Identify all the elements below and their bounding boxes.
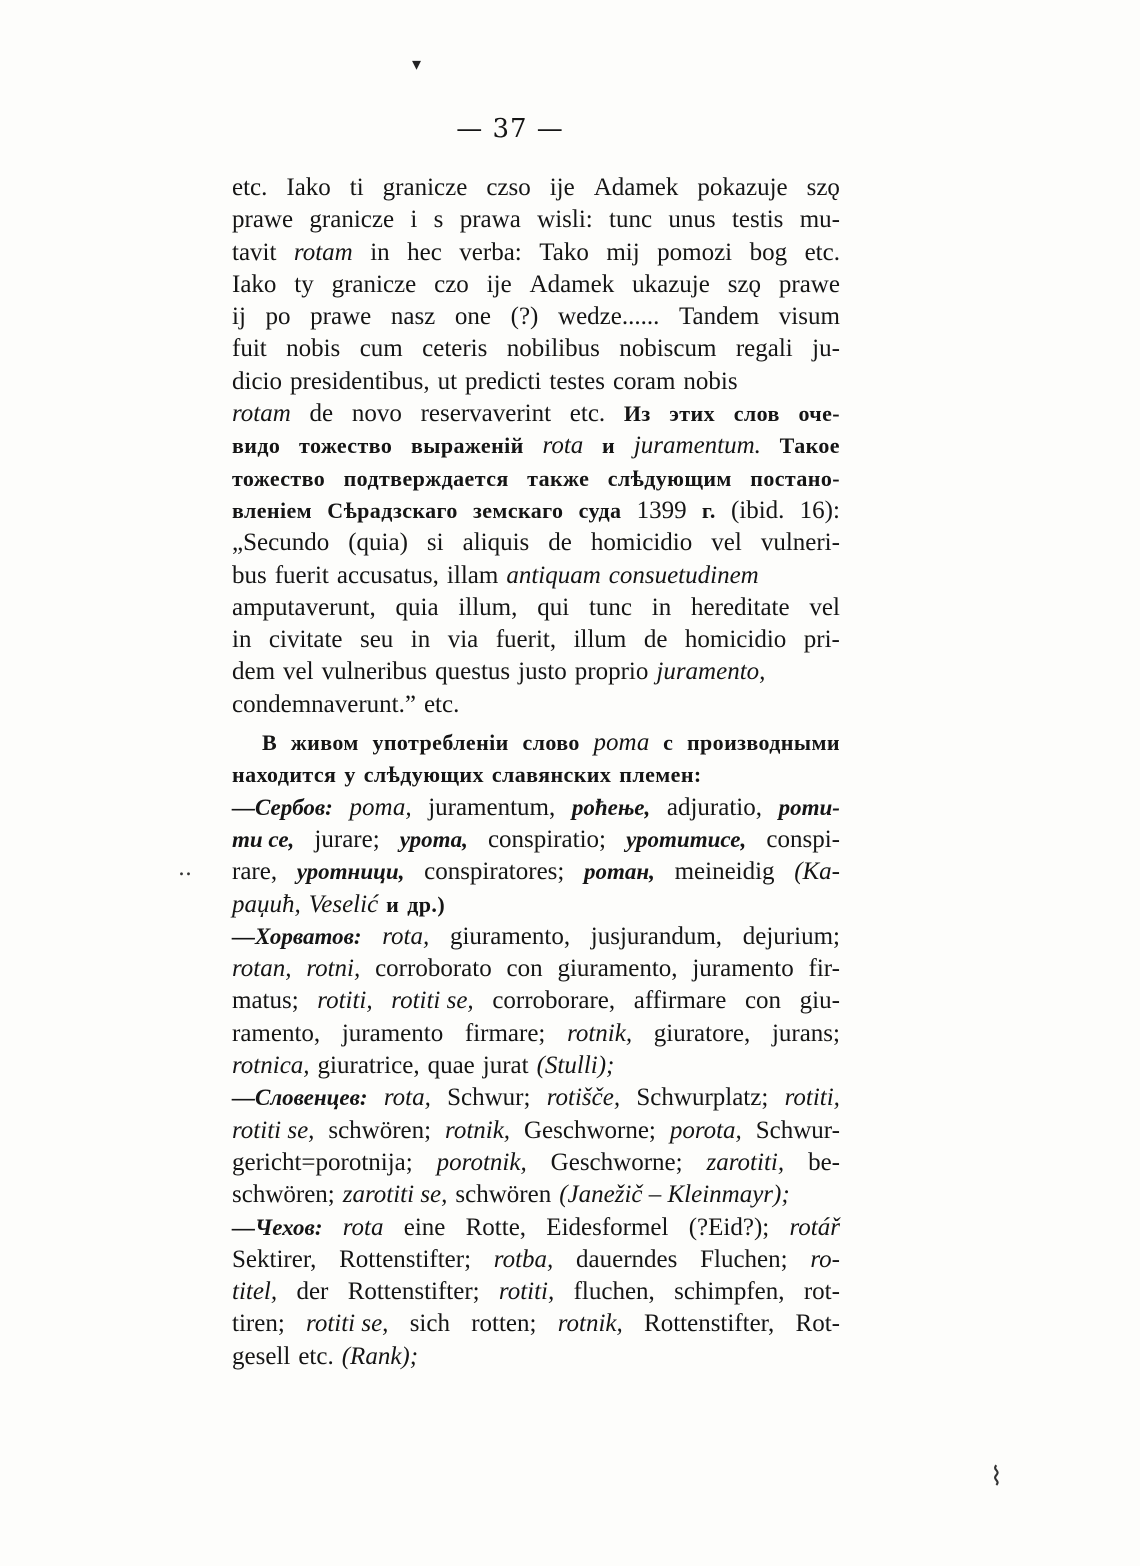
text-line xyxy=(232,727,840,759)
text-line xyxy=(232,624,840,656)
word: visum xyxy=(778,303,840,331)
word: земскаго xyxy=(473,497,564,523)
word: juramento xyxy=(341,1019,444,1047)
word: predicti xyxy=(465,367,542,395)
word: Eidesformel xyxy=(546,1213,669,1241)
word: regali xyxy=(735,335,793,363)
word: (ibid. xyxy=(730,496,785,524)
word: hec xyxy=(407,238,442,266)
word: giuratore, xyxy=(653,1019,751,1047)
word: wisli: xyxy=(537,206,593,234)
word: Rotte, xyxy=(465,1213,527,1241)
text-line xyxy=(232,792,840,824)
text-line xyxy=(232,592,840,624)
word: prawa xyxy=(459,206,521,234)
word: jurare; xyxy=(314,825,380,853)
word: adjuratio, xyxy=(666,793,762,821)
word: rotan, xyxy=(232,955,292,983)
word: (Janežič – Kleinmayr); xyxy=(559,1181,790,1209)
word: —Сербов: xyxy=(232,794,333,820)
word: —Словенцев: xyxy=(232,1085,368,1111)
word: juramentum, xyxy=(428,793,556,821)
word: rotba, xyxy=(493,1245,554,1273)
word: ротан, xyxy=(584,859,655,885)
word: illum, xyxy=(458,593,518,621)
word: reservaverint xyxy=(420,400,552,428)
word: nobiscum xyxy=(619,335,717,363)
text-line xyxy=(232,366,840,398)
word: czo xyxy=(434,270,469,298)
word: condemnaverunt.” xyxy=(232,690,416,718)
word: слово xyxy=(522,730,580,756)
word: vel xyxy=(809,593,840,621)
text-line xyxy=(232,921,840,953)
word: dejurium; xyxy=(742,922,840,950)
word: находится xyxy=(232,762,337,788)
word: ro- xyxy=(810,1245,840,1273)
word: po xyxy=(265,303,291,331)
word: rotišče, xyxy=(546,1084,621,1112)
word: bog xyxy=(749,238,788,266)
word: и xyxy=(386,891,400,917)
word: etc. xyxy=(298,1342,334,1370)
word: s xyxy=(433,206,444,234)
word: rotni, xyxy=(306,955,361,983)
word: (quia) xyxy=(348,529,408,557)
word: 16): xyxy=(799,496,840,524)
word: dauerndes xyxy=(576,1245,678,1273)
word: conspi- xyxy=(766,825,840,853)
text-line xyxy=(232,824,840,856)
word: слов xyxy=(733,401,780,427)
word: juramento, xyxy=(656,658,766,686)
word: schimpfen, xyxy=(674,1278,785,1306)
word: etc. xyxy=(423,690,460,718)
text-line xyxy=(232,301,840,333)
text-line xyxy=(232,333,840,365)
word: aliquis xyxy=(462,529,530,557)
word: presidentibus, xyxy=(290,367,430,395)
word: Tako xyxy=(539,238,589,266)
word: видо xyxy=(232,433,281,459)
word: Geschworne; xyxy=(523,1116,656,1144)
word: prawe xyxy=(232,206,294,234)
word: vel xyxy=(283,658,314,686)
text-line xyxy=(232,1179,840,1211)
word: Schwur; xyxy=(447,1084,531,1112)
word: rotam xyxy=(232,400,291,428)
word: —Хорватов: xyxy=(232,923,362,949)
word: in xyxy=(410,626,431,654)
word: др.) xyxy=(407,891,446,917)
word: etc. xyxy=(804,238,840,266)
text-line xyxy=(232,1244,840,1276)
word: questus xyxy=(435,658,511,686)
word: seu xyxy=(359,626,394,654)
word: rotiti, xyxy=(498,1278,555,1306)
word: Сѣрадзскаго xyxy=(327,497,458,523)
word: rotiti se, xyxy=(306,1310,389,1338)
word: Sektirer, xyxy=(232,1245,317,1273)
word: eine xyxy=(403,1213,446,1241)
word: gesell xyxy=(232,1342,291,1370)
word: czso xyxy=(486,174,531,201)
word: Из xyxy=(623,401,651,427)
word: pokazuje xyxy=(697,174,788,201)
word: unus xyxy=(668,206,716,234)
word: dicio xyxy=(232,367,282,395)
word: Rot- xyxy=(795,1310,840,1338)
word: fluchen, xyxy=(573,1278,655,1306)
word: rotnik, xyxy=(445,1116,511,1144)
word: tavit xyxy=(232,238,277,266)
word: племен: xyxy=(619,762,702,788)
text-line xyxy=(232,1115,840,1147)
word: pri- xyxy=(803,626,840,654)
word: consuetudinem xyxy=(608,561,759,589)
word: qui xyxy=(537,593,570,621)
word: Rottenstifter, xyxy=(644,1310,775,1338)
word: con xyxy=(744,987,782,1015)
word: testis xyxy=(731,206,784,234)
word: titel, xyxy=(232,1278,278,1306)
word: firmare; xyxy=(464,1019,546,1047)
text-line xyxy=(232,1147,840,1179)
word: pomozi xyxy=(657,238,733,266)
word: mij xyxy=(606,238,640,266)
word: coram xyxy=(612,367,676,395)
text-line xyxy=(232,1308,840,1340)
word: homicidio xyxy=(590,529,693,557)
text-line xyxy=(232,398,840,430)
word: wedze...... xyxy=(558,303,660,331)
word: Adamek xyxy=(593,174,679,201)
text-line xyxy=(232,856,840,888)
margin-mark-right: ⌇ xyxy=(990,1462,1003,1492)
word: rotnik, xyxy=(557,1310,623,1338)
text-line xyxy=(232,495,840,527)
word: (Stulli); xyxy=(536,1052,615,1080)
text-line xyxy=(232,889,840,921)
word: живом xyxy=(290,730,359,756)
word: granicze xyxy=(309,206,395,234)
word: Rottenstifter; xyxy=(339,1245,472,1273)
word: rotnik, xyxy=(567,1019,633,1047)
word: meineidig xyxy=(674,858,775,886)
word: ramento, xyxy=(232,1019,321,1047)
word: be- xyxy=(808,1148,840,1176)
word: nobilibus xyxy=(506,335,600,363)
word: in xyxy=(370,238,390,266)
word: ije xyxy=(486,270,512,298)
word: de xyxy=(309,400,334,428)
word: Rottenstifter; xyxy=(347,1278,480,1306)
text-line xyxy=(232,172,840,204)
word: рота xyxy=(593,729,650,757)
word: ty xyxy=(294,270,314,298)
word: урота, xyxy=(399,826,468,852)
word: слѣдующим xyxy=(607,465,732,491)
word: zarotiti, xyxy=(706,1148,785,1176)
word: si xyxy=(426,529,444,557)
word: granicze xyxy=(382,174,468,201)
word: vulneribus xyxy=(321,658,428,686)
word: В xyxy=(262,730,278,756)
word: Schwur- xyxy=(755,1116,840,1144)
text-line xyxy=(232,1276,840,1308)
margin-mark-left: .. xyxy=(178,856,192,881)
text-line xyxy=(232,1050,840,1082)
text-line xyxy=(232,269,840,301)
word: славянских xyxy=(491,762,612,788)
word: con xyxy=(506,955,543,983)
word: tunc xyxy=(609,206,653,234)
text-line xyxy=(232,1212,840,1244)
word: „Secundo xyxy=(232,529,330,557)
word: rotam xyxy=(293,238,353,266)
word: i xyxy=(410,206,418,234)
word: вленіем xyxy=(232,497,313,523)
word: verba: xyxy=(459,238,522,266)
word: affirmare xyxy=(633,987,727,1015)
word: granicze xyxy=(331,270,417,298)
word: —Чехов: xyxy=(232,1214,323,1240)
word: via xyxy=(447,626,479,654)
word: homicidio xyxy=(684,626,787,654)
word: porotnik, xyxy=(436,1148,527,1176)
word: роћење, xyxy=(571,794,651,820)
word: роти- xyxy=(778,794,840,820)
word: тожество xyxy=(299,433,393,459)
word: ije xyxy=(549,174,575,201)
text-line xyxy=(232,1082,840,1114)
word: jurat xyxy=(482,1052,529,1080)
word: ut xyxy=(437,367,458,395)
word: fuerit, xyxy=(495,626,557,654)
word: с xyxy=(663,730,674,756)
word: der xyxy=(296,1278,329,1306)
word: подтверждается xyxy=(343,465,509,491)
word: amputaverunt, xyxy=(232,593,376,621)
word: 1399 xyxy=(636,496,687,524)
word: ti xyxy=(349,174,364,201)
word: szǫ xyxy=(806,174,840,201)
word: jusjurandum, xyxy=(590,922,723,950)
text-line xyxy=(232,430,840,462)
word: fuit xyxy=(232,335,267,363)
word: bus xyxy=(232,561,267,589)
word: in xyxy=(651,593,672,621)
word: Schwurplatz; xyxy=(636,1084,769,1112)
text-block xyxy=(232,172,840,1373)
word: zarotiti se, xyxy=(342,1181,448,1209)
text-line xyxy=(232,953,840,985)
word: у xyxy=(344,762,356,788)
word: rotiti, xyxy=(784,1084,840,1112)
text-line xyxy=(232,463,840,495)
word: раџић, xyxy=(232,890,301,918)
word: постано- xyxy=(750,465,840,491)
word: schwören xyxy=(455,1181,552,1209)
word: производными xyxy=(686,730,840,756)
word: antiquam xyxy=(506,561,601,589)
word: rotnica, xyxy=(232,1052,310,1080)
text-line xyxy=(232,759,840,791)
word: tiren; xyxy=(232,1310,285,1338)
word: Fluchen; xyxy=(700,1245,788,1273)
word: rota xyxy=(542,432,584,460)
word: justo xyxy=(518,658,567,686)
text-line xyxy=(232,1341,840,1373)
word: tunc xyxy=(588,593,632,621)
word: illum xyxy=(573,626,627,654)
word: (Rank); xyxy=(341,1342,419,1370)
word: ceteris xyxy=(422,335,488,363)
word: nasz xyxy=(390,303,436,331)
word: sich xyxy=(409,1310,450,1338)
word: рота, xyxy=(349,793,412,821)
word: rota xyxy=(342,1213,384,1241)
word: уротници, xyxy=(296,859,405,885)
word: jurans; xyxy=(771,1019,840,1047)
word: ju- xyxy=(812,335,840,363)
word: ти се, xyxy=(232,826,295,852)
word: cum xyxy=(359,335,403,363)
text-line xyxy=(232,527,840,559)
word: civitate xyxy=(268,626,343,654)
word: conspiratio; xyxy=(487,825,606,853)
word: Iako xyxy=(232,270,277,298)
word: juramentum. xyxy=(633,432,761,460)
word: (Ка- xyxy=(794,858,840,886)
word: Iako xyxy=(286,174,331,201)
word: in xyxy=(232,626,252,654)
word: nobis xyxy=(683,367,738,395)
word: rotten; xyxy=(471,1310,537,1338)
word: giuramento, xyxy=(449,922,571,950)
word: выраженій xyxy=(410,433,524,459)
word: rotiti se, xyxy=(232,1116,315,1144)
word: schwören; xyxy=(328,1116,432,1144)
word: one xyxy=(454,303,492,331)
word: vulneri- xyxy=(760,529,840,557)
word: тожество xyxy=(232,465,326,491)
page-number: — 37 — xyxy=(456,114,564,144)
word: novo xyxy=(351,400,402,428)
word: matus; xyxy=(232,987,299,1015)
word: accusatus, xyxy=(336,561,439,589)
word: vel xyxy=(711,529,742,557)
word: употребленіи xyxy=(372,730,509,756)
word: corroborato xyxy=(375,955,492,983)
top-mark: ▾ xyxy=(412,54,422,75)
word: (?) xyxy=(510,303,539,331)
word: nobis xyxy=(286,335,341,363)
word: proprio xyxy=(574,658,649,686)
word: quae xyxy=(427,1052,475,1080)
word: szǫ xyxy=(727,270,762,298)
word: de xyxy=(643,626,668,654)
word: rot- xyxy=(803,1278,840,1306)
word: etc. xyxy=(569,400,606,428)
word: conspiratores; xyxy=(424,858,565,886)
word: fuerit xyxy=(274,561,329,589)
word: Adamek xyxy=(529,270,615,298)
word: gericht=porotnija; xyxy=(232,1148,413,1176)
word: prawe xyxy=(310,303,372,331)
word: оче- xyxy=(798,401,840,427)
word: rota, xyxy=(383,1084,431,1112)
text-line xyxy=(232,656,840,688)
word: Veselić xyxy=(308,890,379,918)
word: rotář xyxy=(789,1213,840,1241)
text-line xyxy=(232,237,840,269)
word: hereditate xyxy=(691,593,790,621)
word: porota, xyxy=(669,1116,742,1144)
word: schwören; xyxy=(232,1181,335,1209)
word: rare, xyxy=(232,858,278,886)
word: rotiti se, xyxy=(391,987,474,1015)
word: de xyxy=(548,529,572,557)
text-line xyxy=(232,1018,840,1050)
word: prawe xyxy=(778,270,840,298)
word: уротитисе, xyxy=(626,826,747,852)
word: juramento xyxy=(692,955,794,983)
word: также xyxy=(527,465,590,491)
word: dem xyxy=(232,658,276,686)
word: Geschworne; xyxy=(550,1148,683,1176)
text-line xyxy=(232,985,840,1017)
word: etc. xyxy=(232,174,268,201)
word: ukazuje xyxy=(632,270,710,298)
word: слѣдующих xyxy=(363,762,484,788)
word: corroborare, xyxy=(492,987,616,1015)
word: этих xyxy=(669,401,715,427)
word: (?Eid?); xyxy=(688,1213,770,1241)
text-line xyxy=(232,204,840,236)
text-line xyxy=(232,689,840,721)
word: г. xyxy=(701,497,716,523)
word: giuratrice, xyxy=(317,1052,420,1080)
word: illam xyxy=(446,561,499,589)
word: rota, xyxy=(382,922,430,950)
word: и xyxy=(602,433,616,459)
word: giuramento, xyxy=(557,955,678,983)
word: mu- xyxy=(799,206,840,234)
word: fir- xyxy=(808,955,840,983)
text-line xyxy=(232,560,840,592)
word: testes xyxy=(549,367,605,395)
word: giu- xyxy=(799,987,840,1015)
word: суда xyxy=(578,497,622,523)
word: Tandem xyxy=(678,303,760,331)
word: Такое xyxy=(779,433,840,459)
word: quia xyxy=(395,593,439,621)
word: ij xyxy=(232,303,246,331)
word: rotiti, xyxy=(317,987,373,1015)
